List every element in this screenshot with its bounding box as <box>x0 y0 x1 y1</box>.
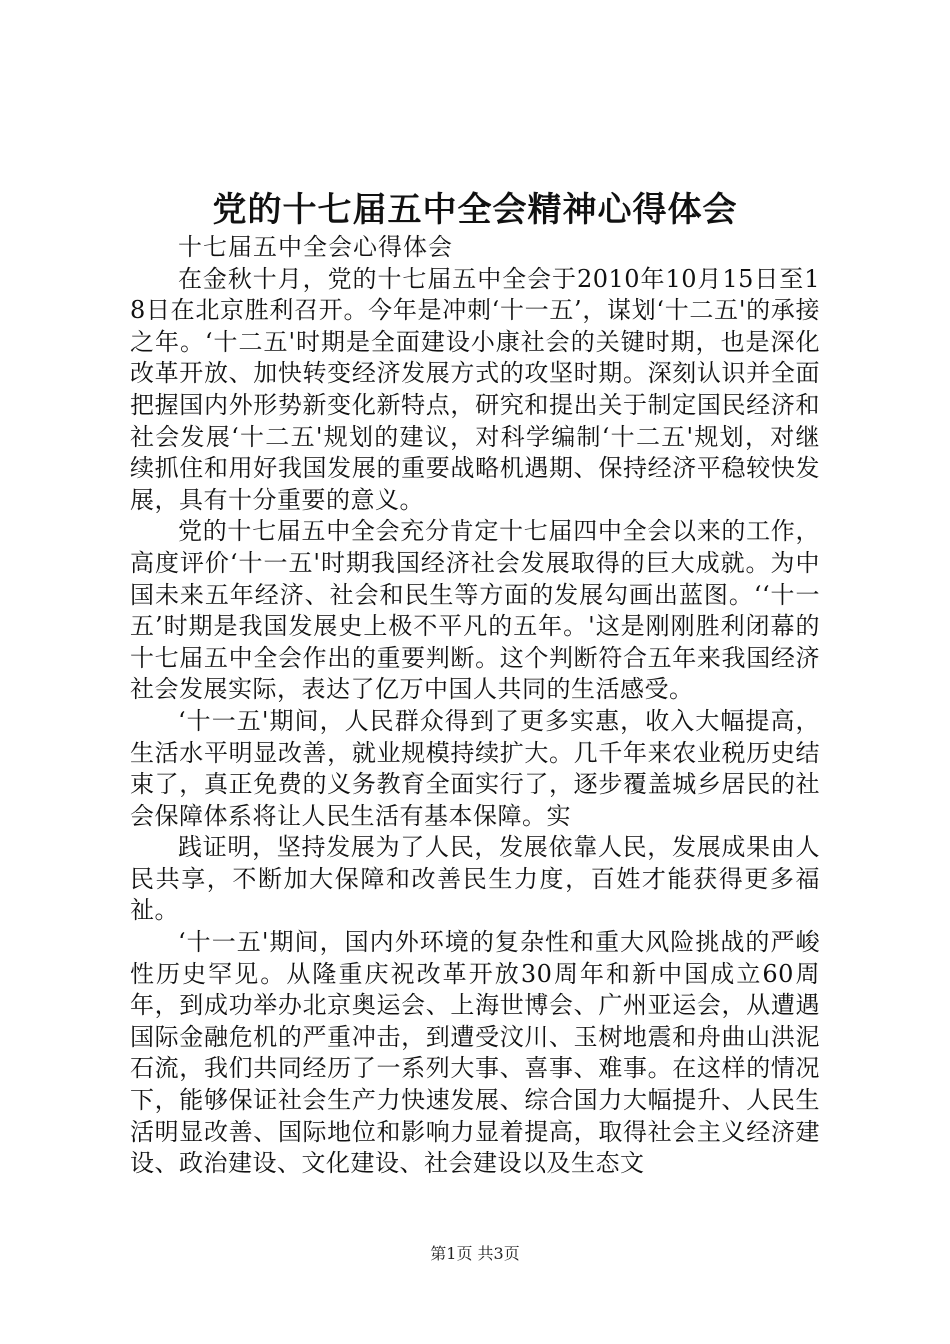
paragraph: ‘十一五'期间，国内外环境的复杂性和重大风险挑战的严峻性历史罕见。从隆重庆祝改革开放30周年和新中国成立60周年，到成功举办北京奥运会、上海世博会、广州亚运会，从遭遇国际金融危机的严重冲击，到遭受汶川、玉树地震和舟曲山洪泥石流，我们共同经历了一系列大事、喜事、难事。在这样的情况下，能够保证社会生产力快速发展、综合国力大幅提升、人民生活明显改善、国际地位和影响力显着提高，取得社会主义经济建设、政治建设、文化建设、社会建设以及生态文 <box>130 928 820 1178</box>
paragraph: 践证明，坚持发展为了人民，发展依靠人民，发展成果由人民共享，不断加大保障和改善民生力度，百姓才能获得更多福祉。 <box>130 833 820 925</box>
paragraph: ‘十一五'期间，人民群众得到了更多实惠，收入大幅提高，生活水平明显改善，就业规模持续扩大。几千年来农业税历史结束了，真正免费的义务教育全面实行了，逐步覆盖城乡居民的社会保障体系将让人民生活有基本保障。实 <box>130 706 820 830</box>
paragraph-subtitle: 十七届五中全会心得体会 <box>178 233 453 261</box>
paragraph: 党的十七届五中全会充分肯定十七届四中全会以来的工作，高度评价‘十一五'时期我国经济社会发展取得的巨大成就。为中国未来五年经济、社会和民生等方面的发展勾画出蓝图。‘‘十一五’时期是我国发展史上极不平凡的五年。'这是刚刚胜利闭幕的十七届五中全会作出的重要判断。这个判断符合五年来我国经济社会发展实际，表达了亿万中国人共同的生活感受。 <box>130 517 820 704</box>
paragraph: 在金秋十月，党的十七届五中全会于2010年10月15日至18日在北京胜利召开。今年是冲刺‘十一五’，谋划‘十二五'的承接之年。‘十二五'时期是全面建设小康社会的关键时期，也是深化改革开放、加快转变经济发展方式的攻坚时期。深刻认识并全面把握国内外形势新变化新特点，研究和提出关于制定国民经济和社会发展‘十二五'规划的建议，对科学编制‘十二五'规划，对继续抓住和用好我国发展的重要战略机遇期、保持经济平稳较快发展，具有十分重要的意义。 <box>130 264 820 514</box>
page-number-footer: 第1页 共3页 <box>430 1244 520 1263</box>
document-body <box>130 232 820 1180</box>
document-title: 党的十七届五中全会精神心得体会 <box>212 190 738 230</box>
